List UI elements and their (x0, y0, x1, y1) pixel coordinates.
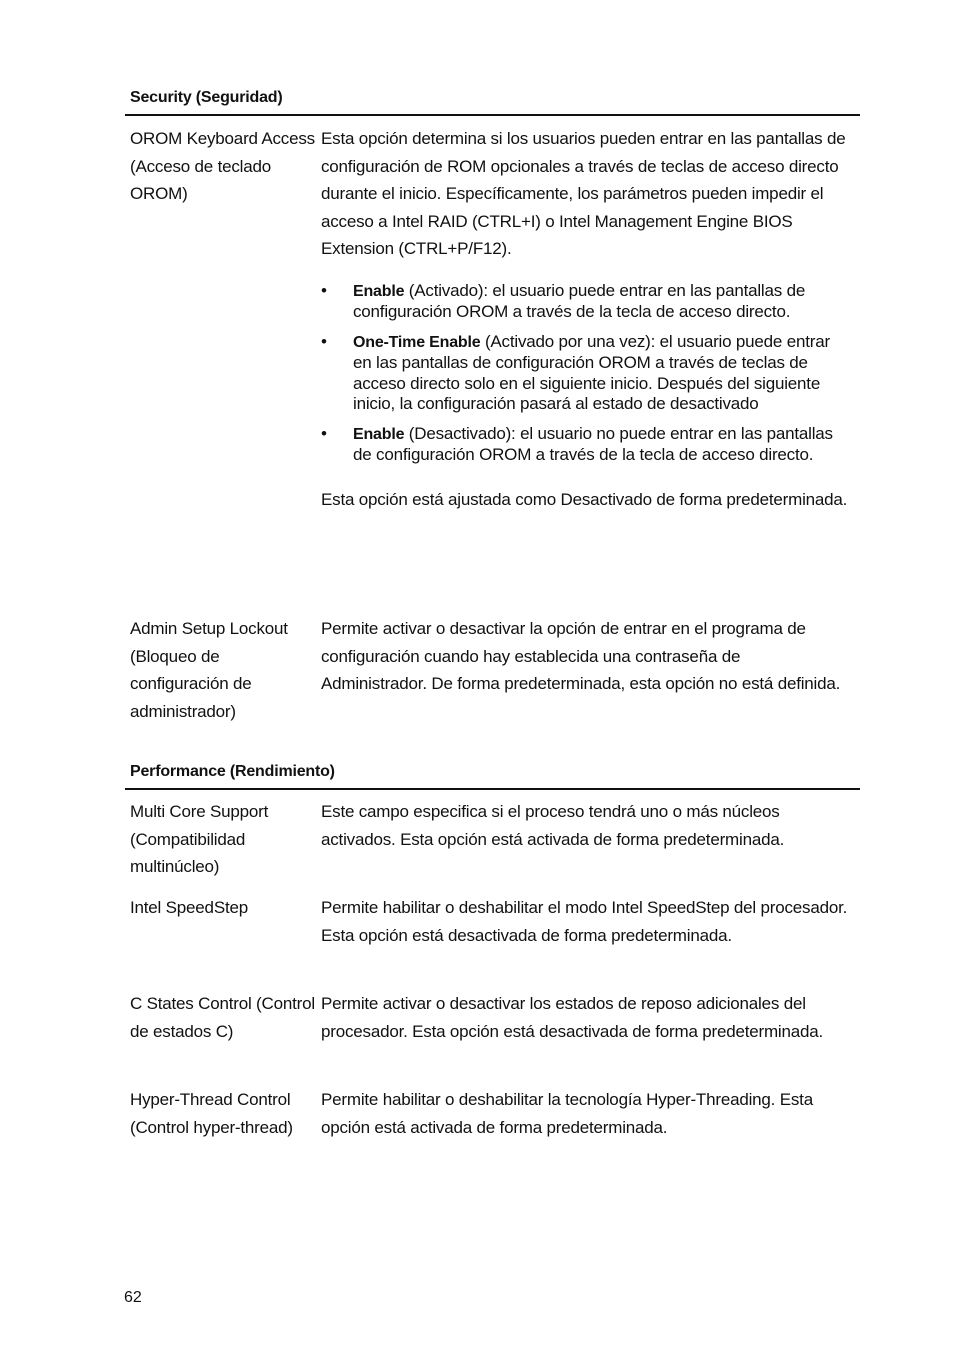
option-name: One-Time Enable (353, 333, 481, 351)
option-name: Enable (353, 282, 405, 300)
option-name: Enable (353, 425, 405, 443)
bullet-icon: • (321, 280, 327, 300)
hyper-thread-control-term: Hyper-Thread Control (Control hyper-thread) (130, 1090, 293, 1137)
option-text: (Activado por una vez): el usuario puede entrar en las pantallas de configuración OROM a través de teclas de acceso directo solo en el siguiente inicio. Después del siguiente inicio, la configuración pasará al estado de desactivado (353, 331, 830, 413)
bullet-icon: • (321, 331, 327, 351)
option-item-disable (321, 424, 849, 466)
multi-core-support-description: Este campo especifica si el proceso tendrá uno o más núcleos activados. Esta opción está activada de forma predeterminada. (321, 802, 785, 849)
c-states-control-term: C States Control (Control de estados C) (130, 994, 315, 1041)
bullet-icon: • (321, 423, 327, 443)
option-text: (Activado): el usuario puede entrar en las pantallas de configuración OROM a través de la tecla de acceso directo. (353, 280, 806, 321)
option-item-one-time-enable (321, 332, 849, 415)
orom-default-note: Esta opción está ajustada como Desactivado de forma predeterminada. (321, 489, 848, 509)
page-number: 62 (124, 1289, 142, 1306)
orom-keyboard-access-term: OROM Keyboard Access (Acceso de teclado OROM) (130, 129, 315, 203)
hyper-thread-control-description: Permite habilitar o deshabilitar la tecnología Hyper-Threading. Esta opción está activada de forma predeterminada. (321, 1090, 813, 1137)
performance-section-header: Performance (Rendimiento) (125, 762, 860, 790)
security-section-header: Security (Seguridad) (125, 88, 860, 116)
c-states-control-description: Permite activar o desactivar los estados de reposo adicionales del procesador. Esta opción está desactivada de forma predeterminada. (321, 994, 824, 1041)
orom-keyboard-access-description (321, 125, 849, 513)
multi-core-support-term: Multi Core Support (Compatibilidad multinúcleo) (130, 802, 269, 876)
admin-setup-lockout-description: Permite activar o desactivar la opción de entrar en el programa de configuración cuando hay establecida una contraseña de Administrador. De forma predeterminada, esta opción no está definida. (321, 619, 841, 693)
option-text: (Desactivado): el usuario no puede entrar en las pantallas de configuración OROM a través de la tecla de acceso directo. (353, 423, 833, 464)
orom-options-list (321, 281, 849, 466)
intel-speedstep-term: Intel SpeedStep (130, 898, 248, 917)
option-item-enable (321, 281, 849, 323)
admin-setup-lockout-term: Admin Setup Lockout (Bloqueo de configuración de administrador) (130, 619, 288, 721)
orom-intro-text: Esta opción determina si los usuarios pueden entrar en las pantallas de configuración de ROM opcionales a través de teclas de acceso directo durante el inicio. Específicamente, los parámetros pueden impedir el acceso a Intel RAID (CTRL+I) o Intel Management Engine BIOS Extension (CTRL+P/F12). (321, 129, 846, 258)
intel-speedstep-description: Permite habilitar o deshabilitar el modo Intel SpeedStep del procesador. Esta opción está desactivada de forma predeterminada. (321, 898, 848, 945)
